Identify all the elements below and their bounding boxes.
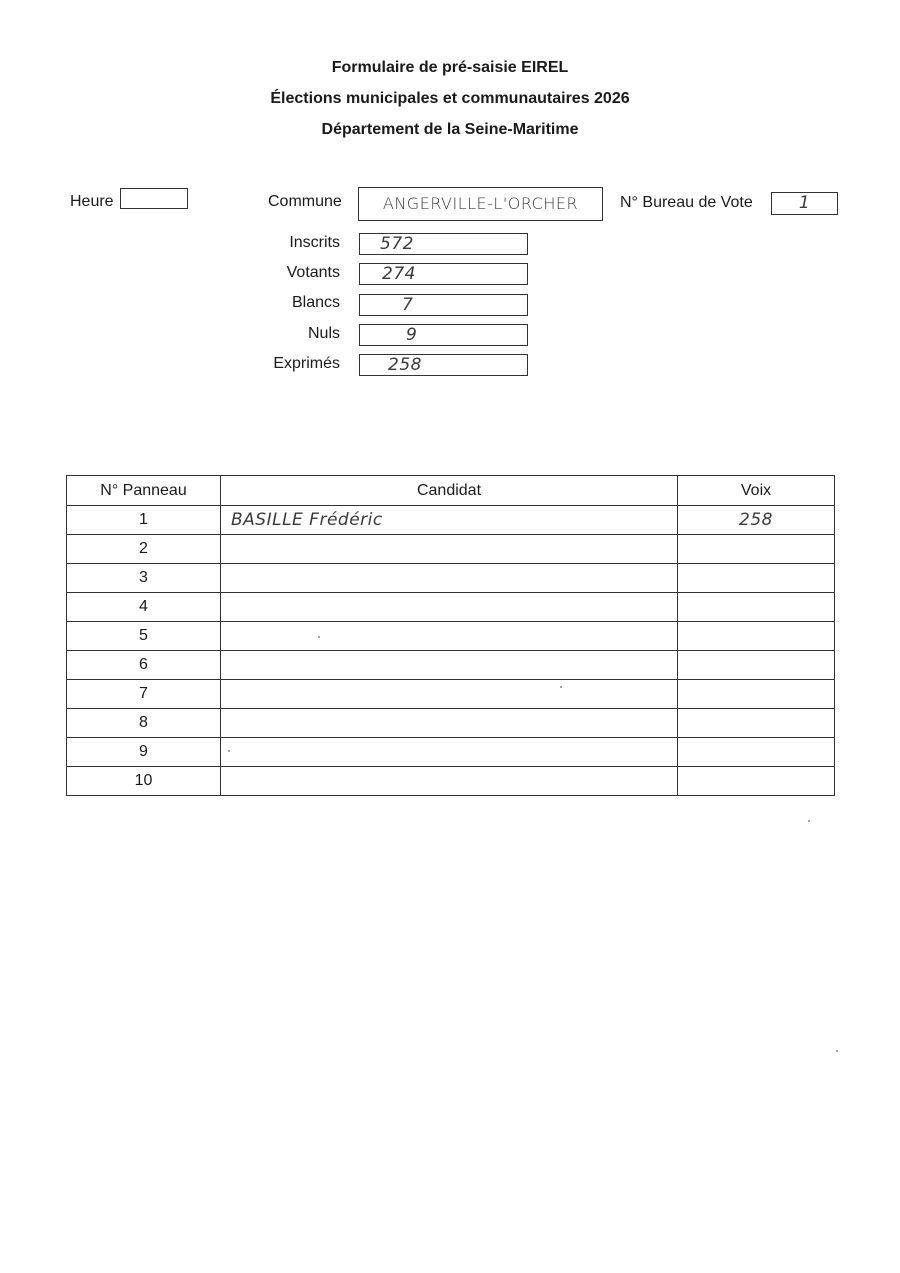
panneau-cell: 9 [67,738,221,767]
votants-value: 274 [382,264,416,284]
voix-cell[interactable] [678,680,835,709]
heure-label: Heure [70,193,114,210]
table-row [67,651,835,680]
candidat-cell[interactable] [221,564,678,593]
candidat-cell[interactable] [221,651,678,680]
exprimes-label: Exprimés [273,355,340,372]
col-header-panneau: N° Panneau [67,476,221,506]
scan-speck [318,636,320,638]
nuls-field[interactable] [359,324,528,346]
candidat-cell[interactable] [221,709,678,738]
voix-cell[interactable] [678,593,835,622]
voix-cell[interactable] [678,564,835,593]
votants-label: Votants [286,264,340,281]
form-title: Formulaire de pré-saisie EIREL [331,59,569,76]
nuls-label: Nuls [307,325,340,342]
exprimes-field[interactable] [359,354,528,376]
candidat-cell[interactable] [221,535,678,564]
voix-cell[interactable] [678,709,835,738]
voix-cell[interactable] [678,651,835,680]
form-header [0,52,900,145]
inscrits-value: 572 [380,234,414,254]
panneau-cell: 7 [67,680,221,709]
election-title: Élections municipales et communautaires 2026 [270,90,630,107]
inscrits-field[interactable] [359,233,528,255]
scan-speck [808,820,810,822]
voix-cell[interactable] [678,622,835,651]
table-header-row [67,476,835,506]
panneau-cell: 5 [67,622,221,651]
voix-cell[interactable]: 258 [678,506,835,535]
candidat-cell[interactable] [221,622,678,651]
commune-field[interactable] [358,187,603,221]
blancs-label: Blancs [291,294,340,311]
commune-value: ANGERVILLE-L'ORCHER [382,194,579,213]
blancs-field[interactable] [359,294,528,316]
votants-field[interactable] [359,263,528,285]
voix-cell[interactable] [678,535,835,564]
table-row [67,709,835,738]
table-row [67,506,835,535]
exprimes-value: 258 [388,355,422,375]
heure-field[interactable] [120,188,188,209]
scan-speck [836,1050,838,1052]
nuls-value: 9 [406,325,418,345]
col-header-voix: Voix [678,476,835,506]
panneau-cell: 1 [67,506,221,535]
inscrits-label: Inscrits [289,234,340,251]
candidat-cell[interactable] [221,738,678,767]
panneau-cell: 3 [67,564,221,593]
table-row [67,767,835,796]
heure-value [121,189,187,208]
voix-cell[interactable] [678,767,835,796]
col-header-candidat: Candidat [221,476,678,506]
candidat-cell[interactable] [221,767,678,796]
panneau-cell: 6 [67,651,221,680]
department-title: Département de la Seine-Maritime [321,121,579,138]
scan-speck [560,686,562,688]
results-table [66,475,835,796]
bureau-field[interactable] [771,192,838,215]
panneau-cell: 8 [67,709,221,738]
bureau-label: N° Bureau de Vote [620,194,753,211]
panneau-cell: 2 [67,535,221,564]
blancs-value: 7 [402,295,414,315]
panneau-cell: 10 [67,767,221,796]
table-row [67,564,835,593]
scan-speck [228,750,230,752]
candidat-cell[interactable] [221,680,678,709]
panneau-cell: 4 [67,593,221,622]
table-row [67,680,835,709]
commune-label: Commune [268,193,342,210]
bureau-value: 1 [798,193,811,213]
candidat-cell[interactable]: BASILLE Frédéric [221,506,678,535]
candidat-cell[interactable] [221,593,678,622]
table-row [67,622,835,651]
table-row [67,593,835,622]
voix-cell[interactable] [678,738,835,767]
table-row [67,535,835,564]
table-row [67,738,835,767]
